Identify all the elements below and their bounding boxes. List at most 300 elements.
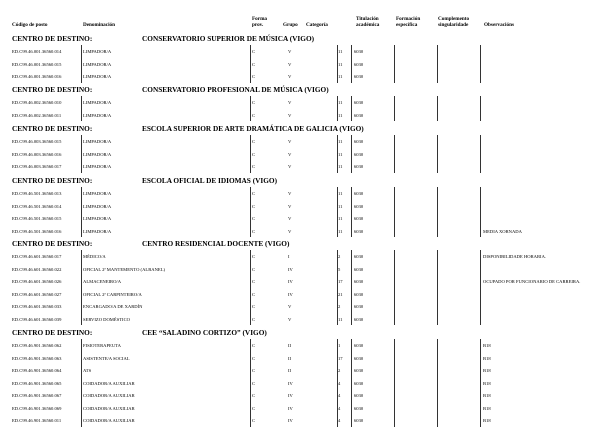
- categoria-cell: 11: [338, 61, 343, 67]
- column-rule: [81, 135, 82, 148]
- column-rule: [81, 96, 82, 109]
- column-rule: [250, 250, 251, 263]
- titulacion-cell: 6030: [354, 405, 364, 411]
- categoria-cell: 4: [338, 418, 341, 423]
- column-rule: [437, 352, 438, 365]
- categoria-cell: 11: [338, 228, 343, 234]
- column-rule: [480, 313, 481, 326]
- posto-code-cell: ED.C99.46.901.36560.069: [12, 405, 62, 411]
- grupo-cell: V: [288, 151, 292, 157]
- column-rule: [81, 389, 82, 402]
- column-rule: [250, 377, 251, 390]
- column-rule: [394, 187, 395, 200]
- column-rule: [480, 414, 481, 427]
- titulacion-cell: 6030: [354, 164, 364, 169]
- column-rule: [394, 275, 395, 288]
- denominacion-cell: ENCARGADO/A DE XARDÍN: [83, 304, 143, 309]
- column-rule: [437, 339, 438, 352]
- centro-name: ESCOLA OFICIAL DE IDIOMAS (VIGO): [142, 176, 278, 185]
- denominacion-cell: SERVIZO DOMÉSTICO: [83, 316, 130, 322]
- column-rule: [81, 109, 82, 122]
- header-categoria: Categoría: [306, 22, 328, 28]
- posto-row: [12, 70, 602, 83]
- forma-prov-cell: C: [252, 151, 256, 157]
- column-rule: [394, 160, 395, 173]
- column-rule: [394, 313, 395, 326]
- posto-code-cell: ED.C99.46.901.36560.062: [12, 343, 62, 348]
- posto-row: [12, 402, 602, 415]
- column-rule: [480, 377, 481, 390]
- centro-label: CENTRO DE DESTINO:: [12, 328, 93, 337]
- column-rule: [437, 414, 438, 427]
- column-rule: [437, 263, 438, 276]
- centro-name: CENTRO RESIDENCIAL DOCENTE (VIGO): [142, 239, 290, 248]
- column-rule: [394, 389, 395, 402]
- categoria-cell: 5: [338, 266, 341, 272]
- column-rule: [351, 389, 352, 402]
- column-rule: [81, 250, 82, 263]
- column-rule: [351, 160, 352, 173]
- column-rule: [351, 200, 352, 213]
- grupo-cell: V: [288, 139, 292, 144]
- column-rule: [480, 96, 481, 109]
- column-rule: [394, 263, 395, 276]
- denominacion-cell: FISIOTERAPEUTA: [83, 343, 121, 348]
- categoria-cell: 1: [338, 343, 341, 348]
- grupo-cell: IV: [288, 291, 293, 297]
- column-rule: [81, 225, 82, 238]
- column-rule: [394, 414, 395, 427]
- column-rule: [250, 70, 251, 83]
- forma-prov-cell: C: [252, 203, 256, 209]
- denominacion-cell: LIMPADOR/A: [83, 139, 112, 144]
- forma-prov-cell: C: [252, 393, 256, 398]
- column-rule: [394, 364, 395, 377]
- titulacion-cell: 6030: [354, 191, 364, 196]
- posto-code-cell: ED.C99.46.003.36560.017: [12, 164, 62, 169]
- categoria-cell: 4: [338, 380, 341, 386]
- centro-section: [12, 176, 602, 237]
- forma-prov-cell: C: [252, 164, 256, 169]
- column-rule: [250, 45, 251, 58]
- categoria-cell: 17: [338, 279, 343, 284]
- column-rule: [480, 187, 481, 200]
- forma-prov-cell: C: [252, 279, 256, 284]
- column-rule: [351, 275, 352, 288]
- column-rule: [250, 212, 251, 225]
- grupo-cell: IV: [288, 266, 293, 272]
- column-rule: [351, 187, 352, 200]
- observacions-cell: B18: [483, 380, 491, 386]
- denominacion-cell: COIDADOR/A AUXILIAR: [83, 393, 135, 398]
- column-rule: [394, 58, 395, 71]
- column-rule: [437, 200, 438, 213]
- forma-prov-cell: C: [252, 139, 256, 144]
- grupo-cell: II: [288, 355, 292, 361]
- column-rule: [480, 339, 481, 352]
- grupo-cell: V: [288, 112, 292, 118]
- column-rule: [250, 225, 251, 238]
- posto-row: [12, 187, 602, 200]
- titulacion-cell: 6030: [354, 112, 364, 118]
- titulacion-cell: 6030: [354, 316, 364, 322]
- forma-prov-cell: C: [252, 380, 256, 386]
- centro-name: CONSERVATORIO SUPERIOR DE MÚSICA (VIGO): [142, 34, 315, 43]
- grupo-cell: IV: [288, 418, 293, 423]
- titulacion-cell: 6030: [354, 304, 364, 309]
- forma-prov-cell: C: [252, 254, 256, 259]
- denominacion-cell: OFICIAL 2ª MANTEMENTO (ALBANEL): [83, 266, 166, 272]
- column-rule: [394, 339, 395, 352]
- categoria-cell: 2: [338, 254, 341, 259]
- forma-prov-cell: C: [252, 418, 256, 423]
- column-rule: [480, 212, 481, 225]
- column-rule: [437, 313, 438, 326]
- posto-code-cell: ED.C99.46.501.36560.013: [12, 191, 62, 196]
- grupo-cell: V: [288, 49, 292, 54]
- column-rule: [250, 275, 251, 288]
- categoria-cell: 17: [338, 355, 343, 361]
- titulacion-cell: 6030: [354, 139, 364, 144]
- header-forma-line2: prov.: [252, 22, 264, 28]
- categoria-cell: 4: [338, 393, 341, 398]
- column-rule: [480, 160, 481, 173]
- forma-prov-cell: C: [252, 343, 256, 348]
- categoria-cell: 11: [338, 112, 343, 118]
- posto-row: [12, 200, 602, 213]
- column-rule: [81, 402, 82, 415]
- centro-section: [12, 85, 602, 121]
- column-rule: [437, 148, 438, 161]
- forma-prov-cell: C: [252, 266, 256, 272]
- posto-row: [12, 135, 602, 148]
- grupo-cell: V: [288, 203, 292, 209]
- centro-label: CENTRO DE DESTINO:: [12, 124, 93, 133]
- centro-heading: [12, 34, 602, 45]
- grupo-cell: V: [288, 216, 292, 221]
- categoria-cell: 11: [338, 164, 343, 169]
- titulacion-cell: 6030: [354, 254, 364, 259]
- column-rule: [81, 275, 82, 288]
- denominacion-cell: COIDADOR/A AUXILIAR: [83, 405, 135, 411]
- header-complemento-line2: singularidade: [438, 22, 469, 28]
- column-rule: [394, 148, 395, 161]
- column-rule: [480, 109, 481, 122]
- centro-label: CENTRO DE DESTINO:: [12, 176, 93, 185]
- column-rule: [250, 263, 251, 276]
- column-rule: [480, 364, 481, 377]
- column-rule: [480, 263, 481, 276]
- titulacion-cell: 6030: [354, 61, 364, 67]
- denominacion-cell: LIMPADOR/A: [83, 203, 112, 209]
- column-rule: [437, 377, 438, 390]
- posto-code-cell: ED.C99.46.003.36560.016: [12, 151, 62, 157]
- grupo-cell: V: [288, 74, 292, 79]
- posto-row: [12, 160, 602, 173]
- column-rule: [351, 288, 352, 301]
- forma-prov-cell: C: [252, 228, 256, 234]
- column-rule: [480, 250, 481, 263]
- grupo-cell: IV: [288, 279, 293, 284]
- titulacion-cell: 6030: [354, 368, 364, 373]
- column-rule: [437, 96, 438, 109]
- column-rule: [351, 148, 352, 161]
- observacions-cell: DISPONIBILIDADE HORARIA.: [483, 254, 547, 259]
- denominacion-cell: LIMPADOR/A: [83, 112, 112, 118]
- column-rule: [437, 187, 438, 200]
- column-rule: [250, 96, 251, 109]
- denominacion-cell: ATS: [83, 368, 92, 373]
- column-rule: [250, 300, 251, 313]
- centro-section: [12, 34, 602, 83]
- grupo-cell: II: [288, 368, 292, 373]
- centro-name: ESCOLA SUPERIOR DE ARTE DRAMÁTICA DE GALICIA (VIGO): [142, 124, 364, 133]
- categoria-cell: 11: [338, 316, 343, 322]
- denominacion-cell: LIMPADOR/A: [83, 164, 112, 169]
- centro-label: CENTRO DE DESTINO:: [12, 34, 93, 43]
- posto-row: [12, 45, 602, 58]
- column-rule: [250, 339, 251, 352]
- centro-label: CENTRO DE DESTINO:: [12, 239, 93, 248]
- posto-row: [12, 300, 602, 313]
- forma-prov-cell: C: [252, 49, 256, 54]
- column-rule: [394, 212, 395, 225]
- centro-heading: [12, 124, 602, 135]
- column-rule: [81, 313, 82, 326]
- posto-row: [12, 339, 602, 352]
- titulacion-cell: 6030: [354, 343, 364, 348]
- posto-code-cell: ED.C99.46.901.36560.067: [12, 393, 62, 398]
- header-formacion-line1: Formación: [396, 16, 421, 22]
- categoria-cell: 21: [338, 291, 343, 297]
- posto-code-cell: ED.C99.46.901.36560.011: [12, 418, 62, 423]
- column-rule: [394, 250, 395, 263]
- column-rule: [437, 225, 438, 238]
- column-rule: [480, 45, 481, 58]
- column-rule: [351, 414, 352, 427]
- forma-prov-cell: C: [252, 304, 256, 309]
- column-rule: [437, 160, 438, 173]
- denominacion-cell: COIDADOR/A AUXILIAR: [83, 380, 135, 386]
- column-rule: [480, 135, 481, 148]
- titulacion-cell: 6030: [354, 355, 364, 361]
- column-rule: [437, 58, 438, 71]
- posto-code-cell: ED.C99.46.901.36560.063: [12, 355, 62, 361]
- column-rule: [351, 212, 352, 225]
- column-rule: [394, 109, 395, 122]
- grupo-cell: IV: [288, 380, 293, 386]
- posto-row: [12, 250, 602, 263]
- denominacion-cell: LIMPADOR/A: [83, 151, 112, 157]
- titulacion-cell: 6030: [354, 216, 364, 221]
- header-titulacion-line2: académica: [356, 22, 380, 28]
- column-rule: [250, 187, 251, 200]
- titulacion-cell: 6030: [354, 49, 364, 54]
- posto-row: [12, 352, 602, 365]
- observacions-cell: B18: [483, 393, 491, 398]
- centro-heading: [12, 85, 602, 96]
- observacions-cell: B18: [483, 343, 491, 348]
- categoria-cell: 11: [338, 191, 343, 196]
- titulacion-cell: 6030: [354, 418, 364, 423]
- column-rule: [437, 135, 438, 148]
- posto-code-cell: ED.C99.46.003.36560.015: [12, 139, 62, 144]
- column-rule: [250, 58, 251, 71]
- column-rule: [81, 300, 82, 313]
- posto-row: [12, 377, 602, 390]
- forma-prov-cell: C: [252, 191, 256, 196]
- column-rule: [437, 402, 438, 415]
- column-rule: [250, 160, 251, 173]
- header-formacion-line2: específica: [396, 22, 418, 28]
- centro-label: CENTRO DE DESTINO:: [12, 85, 93, 94]
- column-rule: [437, 212, 438, 225]
- column-rule: [250, 352, 251, 365]
- posto-code-cell: ED.C99.46.501.36560.015: [12, 216, 62, 221]
- posto-row: [12, 275, 602, 288]
- header-observacions: Observacións: [484, 22, 514, 28]
- observacions-cell: OCUPADO POR FUNCIONARIO DE CARREIRA.: [483, 279, 581, 284]
- categoria-cell: 11: [338, 203, 343, 209]
- posto-row: [12, 109, 602, 122]
- column-rule: [480, 352, 481, 365]
- denominacion-cell: LIMPADOR/A: [83, 100, 112, 105]
- grupo-cell: V: [288, 61, 292, 67]
- forma-prov-cell: C: [252, 100, 256, 105]
- denominacion-cell: MÉDICO/A: [83, 254, 106, 259]
- column-rule: [394, 70, 395, 83]
- titulacion-cell: 6030: [354, 393, 364, 398]
- observacions-cell: B18: [483, 355, 491, 361]
- column-rule: [81, 160, 82, 173]
- categoria-cell: 11: [338, 100, 343, 105]
- posto-code-cell: ED.C99.46.901.36560.065: [12, 380, 62, 386]
- centro-heading: [12, 328, 602, 339]
- column-rule: [81, 187, 82, 200]
- column-rule: [437, 45, 438, 58]
- column-rule: [351, 263, 352, 276]
- column-rule: [81, 148, 82, 161]
- categoria-cell: 2: [338, 304, 341, 309]
- posto-row: [12, 58, 602, 71]
- column-rule: [480, 275, 481, 288]
- header-grupo: Grupo: [283, 22, 298, 28]
- posto-code-cell: ED.C99.46.002.36560.011: [12, 112, 62, 118]
- posto-code-cell: ED.C99.46.601.36560.039: [12, 316, 62, 322]
- posto-row: [12, 96, 602, 109]
- column-rule: [81, 414, 82, 427]
- posto-code-cell: ED.C99.46.601.36560.033: [12, 304, 62, 309]
- column-rule: [480, 200, 481, 213]
- column-rule: [437, 389, 438, 402]
- posto-code-cell: ED.C99.46.601.36560.027: [12, 291, 62, 297]
- grupo-cell: IV: [288, 405, 293, 411]
- column-rule: [437, 250, 438, 263]
- centro-heading: [12, 176, 602, 187]
- column-rule: [81, 45, 82, 58]
- column-rule: [480, 225, 481, 238]
- column-rule: [351, 58, 352, 71]
- column-rule: [480, 288, 481, 301]
- column-rule: [394, 352, 395, 365]
- column-rule: [250, 148, 251, 161]
- forma-prov-cell: C: [252, 355, 256, 361]
- column-rule: [81, 364, 82, 377]
- column-rule: [437, 364, 438, 377]
- column-rule: [250, 200, 251, 213]
- grupo-cell: I: [288, 254, 290, 259]
- denominacion-cell: LIMPADOR/A: [83, 216, 112, 221]
- categoria-cell: 11: [338, 151, 343, 157]
- column-rule: [480, 300, 481, 313]
- column-rule: [351, 313, 352, 326]
- centro-name: CONSERVATORIO PROFESIONAL DE MÚSICA (VIGO): [142, 85, 329, 94]
- header-complemento-line1: Complemento: [438, 16, 470, 22]
- titulacion-cell: 6030: [354, 291, 364, 297]
- forma-prov-cell: C: [252, 112, 256, 118]
- header-codigo: Código de posto: [12, 22, 48, 28]
- denominacion-cell: LIMPADOR/A: [83, 191, 112, 196]
- column-rule: [81, 339, 82, 352]
- column-rule: [250, 288, 251, 301]
- categoria-cell: 11: [338, 74, 343, 79]
- observacions-cell: B18: [483, 368, 491, 373]
- column-rule: [81, 263, 82, 276]
- column-rule: [394, 288, 395, 301]
- column-rule: [480, 58, 481, 71]
- denominacion-cell: COIDADOR/A AUXILIAR: [83, 418, 135, 423]
- posto-code-cell: ED.C99.46.002.36560.010: [12, 100, 62, 105]
- titulacion-cell: 6030: [354, 266, 364, 272]
- posto-row: [12, 225, 602, 238]
- posto-row: [12, 148, 602, 161]
- column-rule: [250, 389, 251, 402]
- posto-code-cell: ED.C99.46.601.36560.017: [12, 254, 62, 259]
- grupo-cell: V: [288, 228, 292, 234]
- grupo-cell: V: [288, 164, 292, 169]
- titulacion-cell: 6030: [354, 228, 364, 234]
- column-rule: [81, 58, 82, 71]
- denominacion-cell: LIMPADOR/A: [83, 49, 112, 54]
- column-rule: [250, 414, 251, 427]
- column-rule: [81, 352, 82, 365]
- posto-code-cell: ED.C99.46.501.36560.016: [12, 228, 62, 234]
- column-rule: [81, 377, 82, 390]
- posto-code-cell: ED.C99.46.601.36560.026: [12, 279, 62, 284]
- centro-section: [12, 328, 602, 427]
- column-rule: [437, 288, 438, 301]
- denominacion-cell: ALMACENEIRO/A: [83, 279, 122, 284]
- column-rule: [437, 109, 438, 122]
- categoria-cell: 11: [338, 49, 343, 54]
- denominacion-cell: LIMPADOR/A: [83, 61, 112, 67]
- categoria-cell: 11: [338, 216, 343, 221]
- centro-section: [12, 239, 602, 325]
- column-rule: [394, 45, 395, 58]
- forma-prov-cell: C: [252, 74, 256, 79]
- column-rule: [351, 135, 352, 148]
- posto-row: [12, 263, 602, 276]
- denominacion-cell: ASISTENTE/A SOCIAL: [83, 355, 130, 361]
- forma-prov-cell: C: [252, 405, 256, 411]
- categoria-cell: 2: [338, 368, 341, 373]
- column-rule: [351, 109, 352, 122]
- column-rule: [480, 402, 481, 415]
- posto-row: [12, 212, 602, 225]
- header-denominacion: Denominación: [83, 22, 115, 28]
- grupo-cell: V: [288, 100, 292, 105]
- column-rule: [480, 389, 481, 402]
